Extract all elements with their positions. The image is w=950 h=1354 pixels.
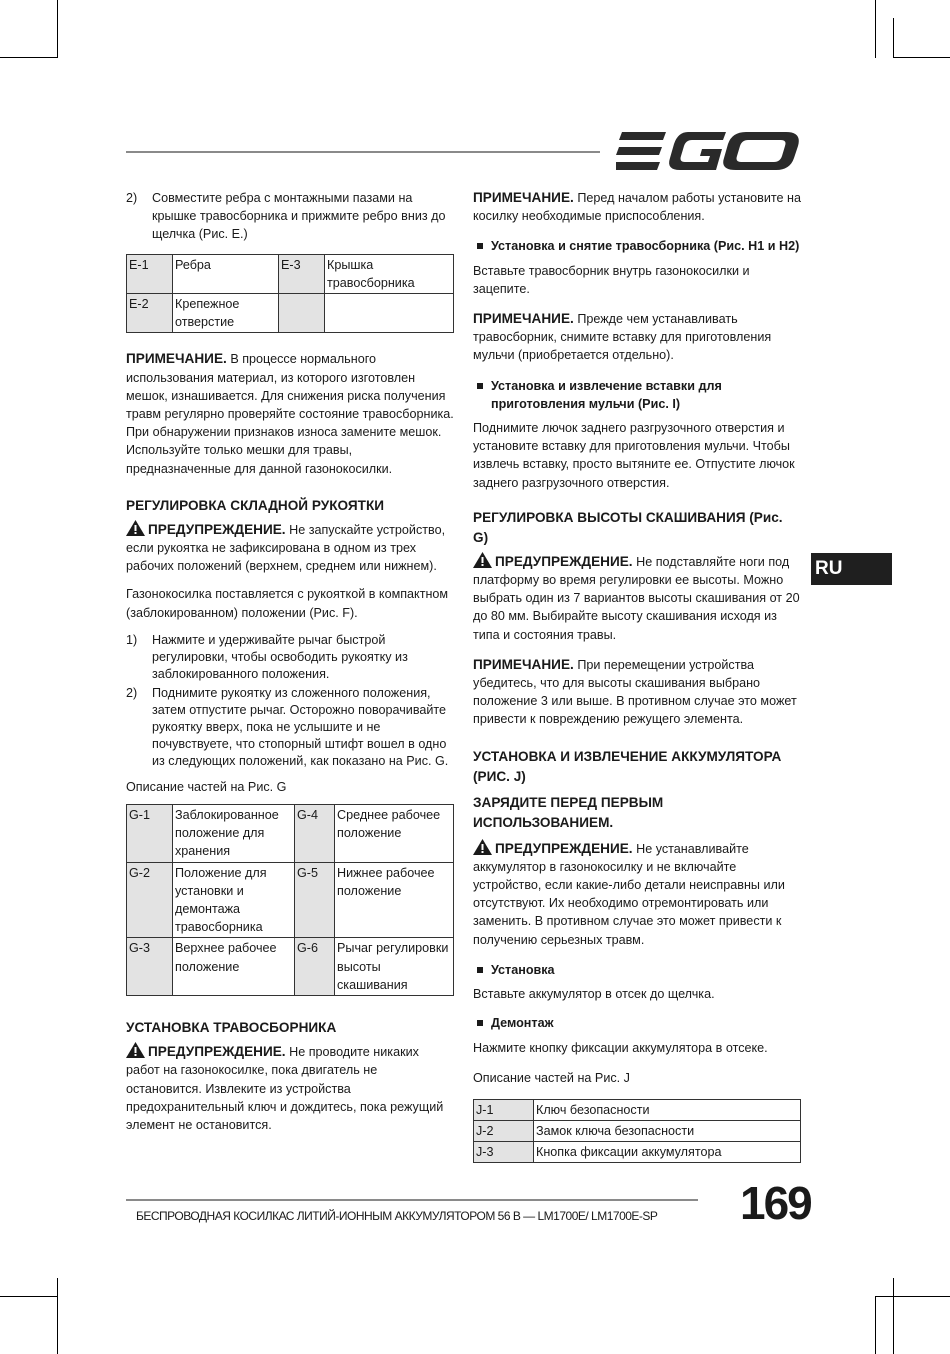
crop-mark (0, 57, 58, 58)
ego-logo-icon (616, 128, 800, 174)
warning-text: Не устанавливайте аккумулятор в газонокосилку и не включайте устройство, если какие-либо детали неисправны или отсутствуют. Их необходимо отремонтировать или заменить. В противном случае это может привести к получению серьезных травм. (473, 841, 785, 947)
part-code: E-3 (279, 254, 325, 293)
step-number: 2) (126, 191, 138, 205)
list-item (126, 189, 454, 244)
bullet-label: Демонтаж (491, 1016, 554, 1031)
note-paragraph (473, 310, 801, 365)
crop-mark (875, 1296, 876, 1354)
footer-rule (126, 1199, 698, 1201)
section-heading: УСТАНОВКА И ИЗВЛЕЧЕНИЕ АККУМУЛЯТОРА (РИС. J) (473, 748, 782, 784)
crop-mark (893, 1278, 894, 1354)
part-label: Замок ключа безопасности (534, 1120, 801, 1141)
body-paragraph: Газонокосилка поставляется с рукояткой в компактном (заблокированном) положении (Рис. F). (126, 587, 449, 620)
part-code: G-6 (295, 938, 335, 996)
warning-text: Не подставляйте ноги под платформу во время регулировки ее высоты. Можно выбрать один из 7 вариантов высоты скашивания от 20 до 80 мм. Выбирайте высоту скашивания исходя из типа и состояния травы. (473, 554, 800, 642)
right-column (473, 189, 801, 1163)
parts-table-g (126, 804, 454, 996)
bullet-heading (473, 237, 801, 255)
part-code (279, 294, 325, 333)
table-row (127, 254, 454, 293)
part-code: J-3 (474, 1141, 534, 1162)
part-label: Кнопка фиксации аккумулятора (534, 1141, 801, 1162)
part-label: Крепежное отверстие (173, 294, 279, 333)
part-code: G-1 (127, 805, 173, 863)
left-column (126, 189, 454, 1134)
list-item (126, 685, 454, 770)
table-row (474, 1120, 801, 1141)
part-label (325, 294, 454, 333)
part-label: Крышка травосборника (325, 254, 454, 293)
crop-mark (875, 0, 876, 58)
part-label: Среднее рабочее положение (335, 805, 454, 863)
bullet-icon (477, 967, 483, 973)
part-code: G-2 (127, 862, 173, 938)
warning-label: ПРЕДУПРЕЖДЕНИЕ. (148, 521, 286, 537)
part-label: Заблокированное положение для хранения (173, 805, 295, 863)
table-row (127, 938, 454, 996)
part-code: J-1 (474, 1099, 534, 1120)
table-row (127, 805, 454, 863)
section-heading: УСТАНОВКА ТРАВОСБОРНИКА (126, 1020, 337, 1036)
warning-text: Не проводите никаких работ на газонокосилке, пока двигатель не остановится. Извлеките из устройства предохранительный ключ и дождитесь, пока режущий элемент не остановится. (126, 1045, 444, 1132)
note-text: В процессе нормального использования материал, из которого изготовлен мешок, изнашивается. Для снижения риска получения травм регулярно проверяйте состояние травосборника. При обнаружении признаков износа замените мешок. Используйте только мешки для травы, предназначенные для данной газонокосилки. (126, 352, 454, 476)
crop-mark (0, 1296, 58, 1297)
numbered-list (126, 632, 454, 770)
crop-mark (57, 1278, 58, 1354)
body-paragraph: Вставьте травосборник внутрь газонокосилки и зацепите. (473, 263, 750, 296)
part-label: Ребра (173, 254, 279, 293)
note-text: Перед началом работы установите на косилку необходимые приспособления. (473, 191, 801, 224)
warning-label: ПРЕДУПРЕЖДЕНИЕ. (495, 553, 633, 569)
part-label: Положение для установки и демонтажа травосборника (173, 862, 295, 938)
bullet-heading (473, 1014, 801, 1032)
warning-icon (126, 520, 145, 536)
part-code: G-4 (295, 805, 335, 863)
step-text: Поднимите рукоятку из сложенного положения, затем отпустите рычаг. Осторожно поворачивайте рукоятку вверх, пока не услышите и не почувствуете, что стопорный штифт вошел в одно из следующих положений, как показано на Рис. G. (152, 685, 449, 768)
warning-label: ПРЕДУПРЕЖДЕНИЕ. (495, 840, 633, 856)
step-text: Совместите ребра с монтажными пазами на крышке травосборника и прижмите ребро вниз до щелчка (Рис. E.) (152, 191, 446, 242)
part-label: Верхнее рабочее положение (173, 938, 295, 996)
warning-paragraph (126, 1042, 454, 1134)
note-paragraph (473, 656, 801, 729)
bullet-label: Установка и снятие травосборника (Рис. H1 и H2) (491, 239, 800, 254)
table-row (127, 294, 454, 333)
note-label: ПРИМЕЧАНИЕ. (126, 351, 227, 367)
bullet-icon (477, 243, 483, 249)
bullet-label: Установка (491, 962, 555, 977)
table-caption: Описание частей на Рис. J (473, 1070, 630, 1085)
note-label: ПРИМЕЧАНИЕ. (473, 311, 574, 327)
section-heading: РЕГУЛИРОВКА СКЛАДНОЙ РУКОЯТКИ (126, 497, 385, 513)
step-number: 2) (126, 685, 138, 700)
warning-icon (473, 839, 492, 855)
footer-title: БЕСПРОВОДНАЯ КОСИЛКАС ЛИТИЙ-ИОННЫМ АККУМУЛЯТОРОМ 56 В — LM1700E/ LM1700E-SP (136, 1209, 658, 1223)
warning-text: Не запускайте устройство, если рукоятка не зафиксирована в одном из трех рабочих положений (верхнем, среднем или нижнем). (126, 522, 446, 574)
bullet-label: Установка и извлечение вставки для приготовления мульчи (Рис. I) (491, 378, 722, 411)
body-paragraph: Вставьте аккумулятор в отсек до щелчка. (473, 987, 715, 1002)
part-code: J-2 (474, 1120, 534, 1141)
warning-label: ПРЕДУПРЕЖДЕНИЕ. (148, 1044, 286, 1060)
part-label: Рычаг регулировки высоты скашивания (335, 938, 454, 996)
part-code: G-3 (127, 938, 173, 996)
crop-mark (893, 57, 950, 58)
warning-paragraph (473, 552, 801, 644)
part-code: E-1 (127, 254, 173, 293)
language-tab: RU (811, 553, 892, 585)
bullet-heading (473, 377, 801, 413)
header-rule (126, 151, 600, 153)
note-paragraph (473, 189, 801, 225)
list-item (126, 632, 454, 683)
table-row (127, 862, 454, 938)
part-code: G-5 (295, 862, 335, 938)
warning-paragraph (473, 839, 801, 949)
crop-mark (875, 1296, 950, 1297)
part-label: Нижнее рабочее положение (335, 862, 454, 938)
crop-mark (57, 0, 58, 58)
page-number: 169 (740, 1177, 811, 1229)
body-paragraph: Поднимите лючок заднего разгрузочного отверстия и установите вставку для приготовления мульчи. Чтобы извлечь вставку, просто вытяните ее. Отпустите лючок заднего разгрузочного отверстия. (473, 421, 795, 490)
warning-icon (126, 1042, 145, 1058)
section-heading: РЕГУЛИРОВКА ВЫСОТЫ СКАШИВАНИЯ (Рис. G) (473, 509, 783, 545)
note-label: ПРИМЕЧАНИЕ. (473, 656, 574, 672)
bullet-heading (473, 961, 801, 979)
note-text: Прежде чем устанавливать травосборник, снимите вставку для приготовления мульчи (приобретается отдельно). (473, 312, 772, 363)
note-paragraph (126, 350, 454, 477)
note-label: ПРИМЕЧАНИЕ. (473, 190, 574, 205)
bullet-icon (477, 383, 483, 389)
section-heading: ЗАРЯДИТЕ ПЕРЕД ПЕРВЫМ ИСПОЛЬЗОВАНИЕМ. (473, 794, 664, 830)
note-text: При перемещении устройства убедитесь, что для высоты скашивания выбрано положение 3 или выше. В противном случае это может привести к повреждению режущего элемента. (473, 657, 797, 727)
parts-table-e (126, 254, 454, 334)
step-number: 1) (126, 632, 138, 647)
table-caption: Описание частей на Рис. G (126, 779, 287, 794)
warning-paragraph (126, 520, 454, 576)
step-text: Нажмите и удерживайте рычаг быстрой регулировки, чтобы освободить рукоятку из заблокированного положения. (152, 632, 408, 681)
crop-mark (893, 18, 894, 58)
warning-icon (473, 552, 492, 568)
part-label: Ключ безопасности (534, 1099, 801, 1120)
bullet-icon (477, 1020, 483, 1026)
part-code: E-2 (127, 294, 173, 333)
table-row (474, 1141, 801, 1162)
body-paragraph: Нажмите кнопку фиксации аккумулятора в отсеке. (473, 1040, 768, 1055)
parts-table-j (473, 1099, 801, 1163)
table-row (474, 1099, 801, 1120)
